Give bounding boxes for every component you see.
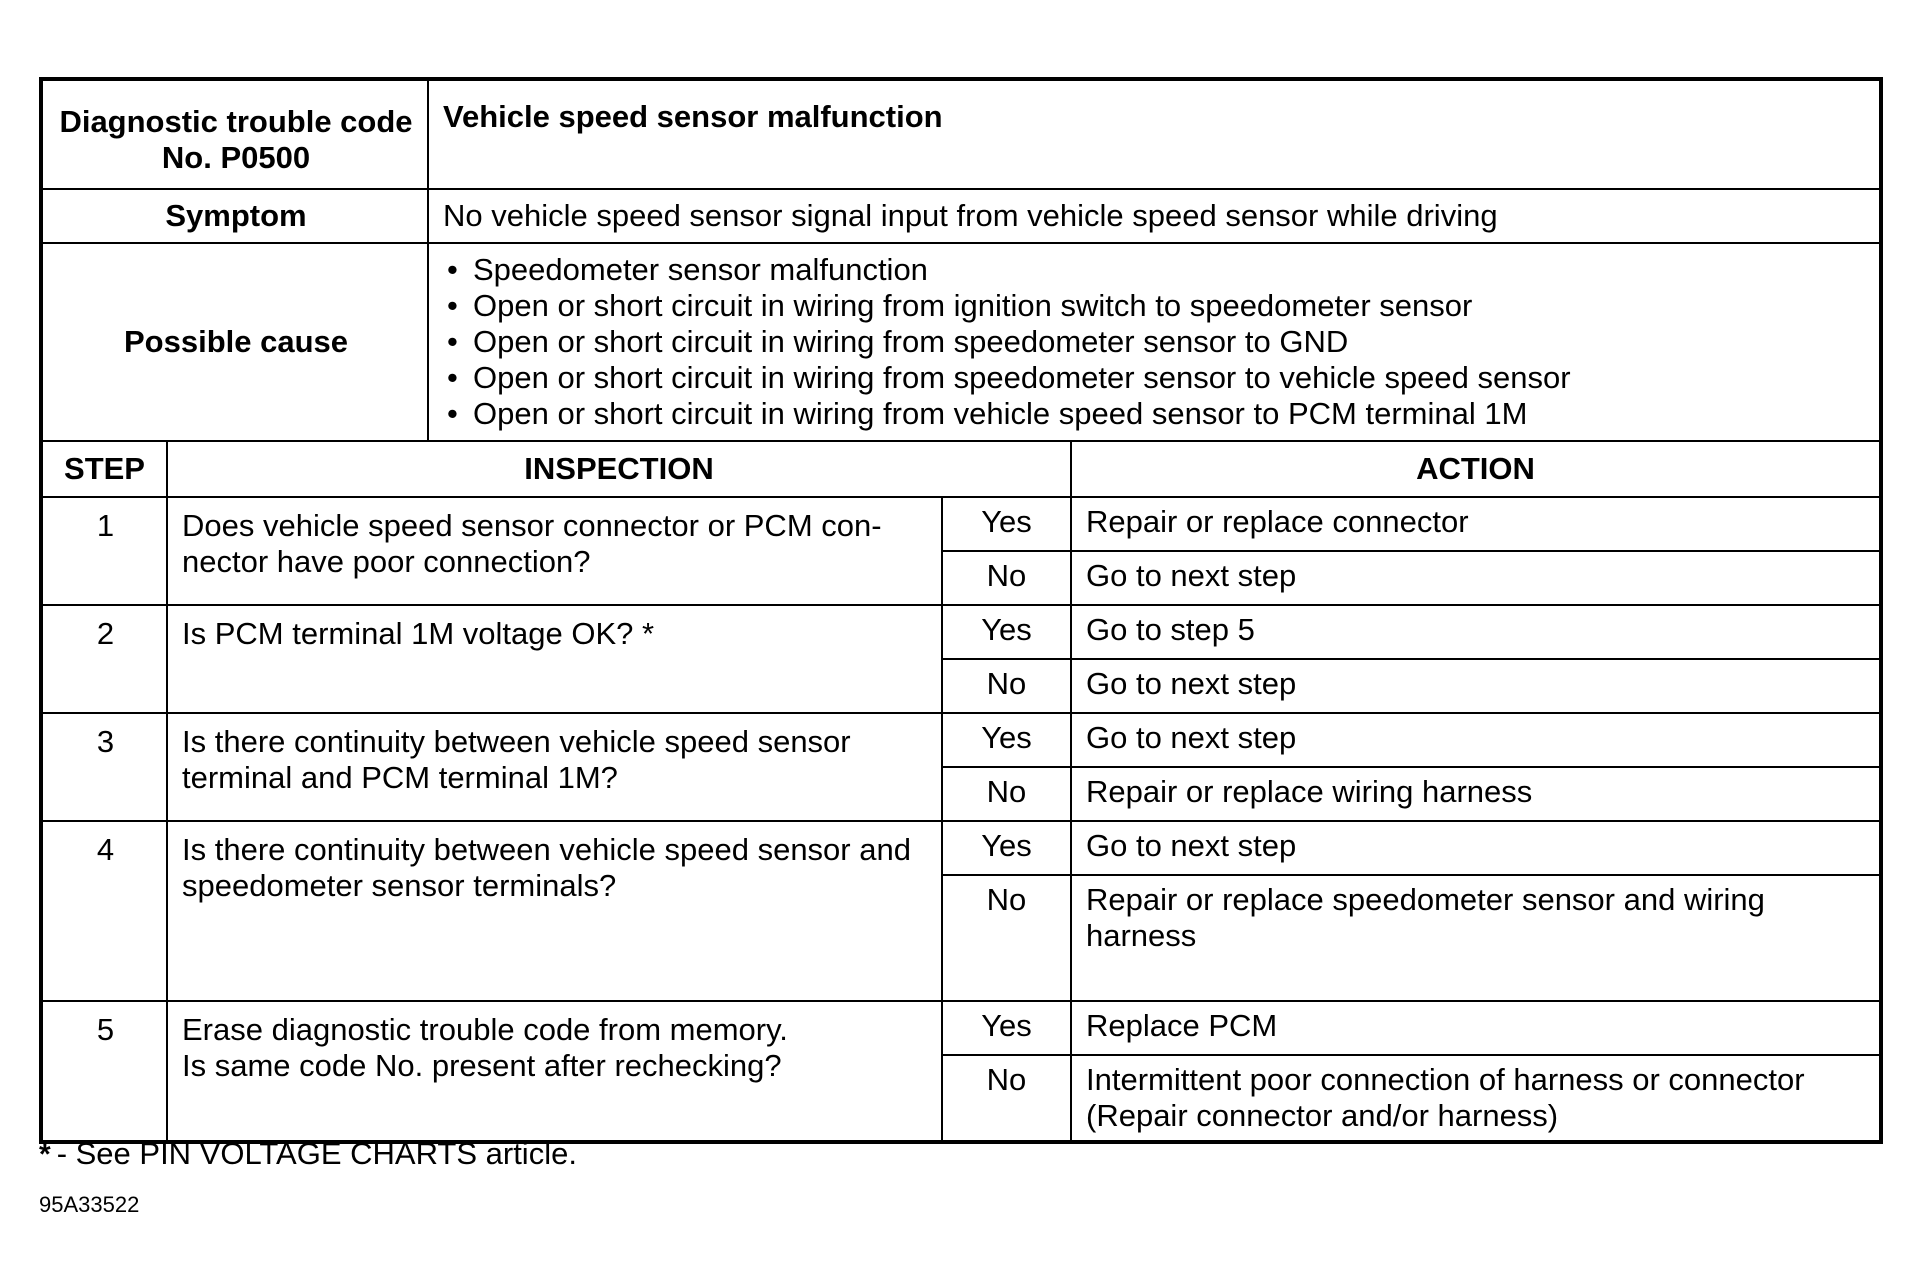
yes-label: Yes xyxy=(942,821,1071,875)
yes-action: Repair or replace connector xyxy=(1071,497,1881,551)
no-action: Go to next step xyxy=(1071,659,1881,713)
footnote-text: - See PIN VOLTAGE CHARTS article. xyxy=(56,1136,577,1171)
no-label: No xyxy=(942,551,1071,605)
step-4-yes-row xyxy=(41,821,1881,875)
action-line: Intermittent poor connection of harness or connector xyxy=(1086,1062,1805,1097)
inspection-line: Erase diagnostic trouble code from memory. xyxy=(182,1012,788,1047)
no-label: No xyxy=(942,875,1071,1001)
inspection-line: Is same code No. present after rechecking? xyxy=(182,1048,782,1083)
no-action: Repair or replace wiring harness xyxy=(1071,767,1881,821)
code-label: Diagnostic trouble code No. P0500 xyxy=(41,79,428,189)
yes-label: Yes xyxy=(942,1001,1071,1055)
no-action xyxy=(1071,1055,1881,1142)
yes-action: Go to next step xyxy=(1071,713,1881,767)
yes-action: Replace PCM xyxy=(1071,1001,1881,1055)
no-label: No xyxy=(942,1055,1071,1142)
possible-cause-list-cell xyxy=(428,243,1881,441)
step-number: 5 xyxy=(41,1001,167,1142)
possible-cause-row xyxy=(41,243,1881,441)
symptom-row xyxy=(41,189,1881,243)
no-action: Go to next step xyxy=(1071,551,1881,605)
step-inspection: Is PCM terminal 1M voltage OK? * xyxy=(167,605,942,713)
step-number: 2 xyxy=(41,605,167,713)
step-number: 1 xyxy=(41,497,167,605)
step-3-yes-row xyxy=(41,713,1881,767)
step-number: 3 xyxy=(41,713,167,821)
possible-cause-list xyxy=(443,252,1867,432)
footnote-asterisk: * xyxy=(39,1138,51,1171)
diagnostic-document xyxy=(39,77,1879,1144)
footnote xyxy=(39,1136,577,1173)
step-inspection: Is there continuity between vehicle speed sensor terminal and PCM terminal 1M? xyxy=(167,713,942,821)
cause-item: • Speedometer sensor malfunction xyxy=(443,252,1867,288)
no-action: Repair or replace speedometer sensor and wiring harness xyxy=(1071,875,1881,1001)
action-line: (Repair connector and/or harness) xyxy=(1086,1098,1559,1133)
symptom-label: Symptom xyxy=(41,189,428,243)
yes-label: Yes xyxy=(942,713,1071,767)
step-inspection xyxy=(167,1001,942,1142)
step-inspection: Is there continuity between vehicle speed sensor and speedometer sensor terminals? xyxy=(167,821,942,1001)
column-header-row xyxy=(41,441,1881,497)
symptom-text: No vehicle speed sensor signal input from vehicle speed sensor while driving xyxy=(428,189,1881,243)
code-title: Vehicle speed sensor malfunction xyxy=(428,79,1881,189)
header-code-row xyxy=(41,79,1881,189)
step-1-yes-row xyxy=(41,497,1881,551)
yes-label: Yes xyxy=(942,497,1071,551)
yes-action: Go to next step xyxy=(1071,821,1881,875)
cause-item: • Open or short circuit in wiring from speedometer sensor to vehicle speed sensor xyxy=(443,360,1867,396)
figure-id: 95A33522 xyxy=(39,1192,140,1217)
no-label: No xyxy=(942,659,1071,713)
cause-item: • Open or short circuit in wiring from speedometer sensor to GND xyxy=(443,324,1867,360)
action-column-header: ACTION xyxy=(1071,441,1881,497)
step-5-yes-row xyxy=(41,1001,1881,1055)
cause-item: • Open or short circuit in wiring from vehicle speed sensor to PCM terminal 1M xyxy=(443,396,1867,432)
possible-cause-label: Possible cause xyxy=(41,243,428,441)
step-2-yes-row xyxy=(41,605,1881,659)
yes-label: Yes xyxy=(942,605,1071,659)
diagnostic-table xyxy=(39,77,1883,1144)
yes-action: Go to step 5 xyxy=(1071,605,1881,659)
step-column-header: STEP xyxy=(41,441,167,497)
inspection-column-header: INSPECTION xyxy=(167,441,1071,497)
step-inspection: Does vehicle speed sensor connector or PCM con-nector have poor connection? xyxy=(167,497,942,605)
step-number: 4 xyxy=(41,821,167,1001)
cause-item: • Open or short circuit in wiring from ignition switch to speedometer sensor xyxy=(443,288,1867,324)
no-label: No xyxy=(942,767,1071,821)
